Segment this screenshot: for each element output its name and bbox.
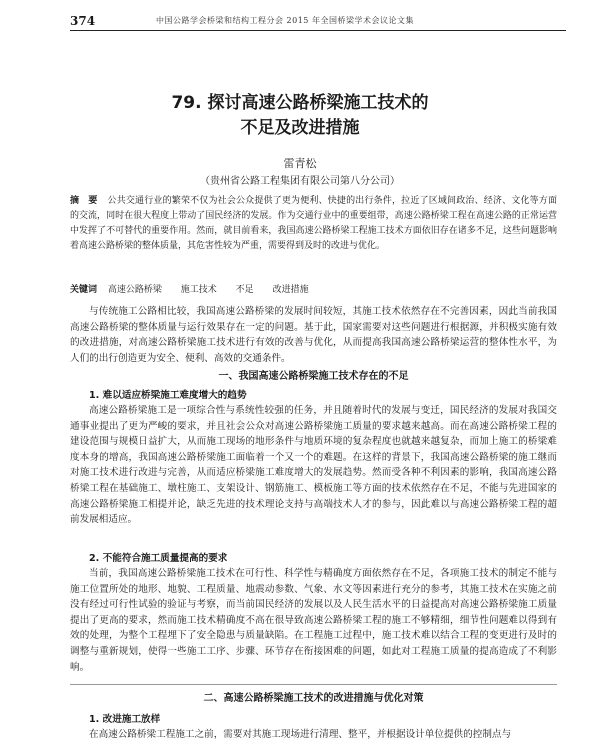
author-name: 雷青松	[283, 157, 317, 170]
keyword: 改进措施	[272, 285, 309, 295]
intro-paragraph: 与传统施工公路相比较，我国高速公路桥梁的发展时间较短，其施工技术依然存在不完善因素，因此当前我国高速公路桥梁的整体质量与运行效果存在一定的问题。基于此，国家需要对这些问题进行根据源，并积极实施有效的改进措施，对高速公路桥梁施工技术进行有效的改善与优化，从而提高我国高速公路桥梁运营的整体性水平，为人们的出行创造更为安全、便利、高效的交通条件。	[70, 306, 557, 364]
author-affiliation: （贵州省公路工程集团有限公司第八分公司）	[200, 176, 400, 187]
section1-sub2-heading: 2. 不能符合施工质量提高的要求	[89, 553, 228, 564]
page-number: 374	[70, 14, 96, 28]
section1-heading: 一、我国高速公路桥梁施工技术存在的不足	[218, 371, 409, 382]
section-divider	[70, 684, 557, 685]
abstract	[70, 194, 557, 254]
running-header	[70, 14, 566, 31]
abstract-text: 公共交通行业的繁荣不仅为社会公众提供了更为便利、快捷的出行条件，拉近了区域间政治、经济、文化等方面的交流，同时在很大程度上带动了国民经济的发展。作为交通行业中的重要组带，高速公路桥梁工程在高速公路的正常运营中发挥了不可替代的重要作用。然而，就目前看来，我国高速公路桥梁工程施工技术方面依旧存在诸多不足，这些问题影响着高速公路桥梁的整体质量，其危害性较为严重，需要得到及时的改进与优化。	[70, 196, 557, 251]
section2-sub1-paragraph: 在高速公路桥梁工程施工之前，需要对其施工现场进行清理、整平，并根据设计单位提供的控制点与	[89, 729, 512, 740]
keywords	[70, 282, 557, 295]
abstract-label: 摘 要	[70, 196, 98, 206]
section1-sub2-paragraph: 当前，我国高速公路桥梁施工技术在可行性、科学性与精确度方面依然存在不足，各项施工技术的制定不能与施工位置所处的地形、地貌、工程质量、地震动参数、气象、水文等因素进行充分的参考，其施工技术在实施之前没有经过可行性试验的验证与考察，而当前国民经济的发展以及人民生活水平的日益提高对高速公路桥梁施工质量提出了更高的要求，然而施工技术精确度不高在很导致高速公路桥梁工程的施工不够精细，细节性问题难以得到有效的处理，为整个工程埋下了安全隐患与质量缺陷。在工程施工过程中，施工技术难以结合工程的变更进行及时的调整与重新规划，使得一些施工工序、步骤、环节存在衔接困难的问题，如此对工程施工质量的提高造成了不利影响。	[70, 568, 557, 673]
article-title-line1: 79. 探讨高速公路桥梁施工技术的	[171, 93, 429, 113]
keywords-label: 关键词	[70, 285, 98, 295]
keyword: 高速公路桥梁	[107, 285, 162, 295]
section1-sub1-heading: 1. 难以适应桥梁施工难度增大的趋势	[89, 390, 247, 401]
keyword: 施工技术	[180, 285, 217, 295]
keyword: 不足	[235, 285, 254, 295]
section2-heading: 二、高速公路桥梁施工技术的改进措施与优化对策	[203, 693, 424, 704]
section1-sub1-paragraph: 高速公路桥梁施工是一项综合性与系统性较强的任务，并且随着时代的发展与变迁，国民经济的发展对我国交通事业提出了更为严峻的要求，并且社会公众对高速公路桥梁施工质量的要求越来越高。而在高速公路桥梁工程的建设范围与规模日益扩大，从而施工现场的地形条件与地质环境的复杂程度也就越来越复杂，而加上施工的桥梁难度本身的增高，我国高速公路桥梁施工面临着一个又一个的难题。在这样的背景下，我国高速公路桥梁的施工继而对施工技术进行改进与完善，从而适应桥梁施工难度增大的发展趋势。然而受各种不利因素的影响，我国高速公路桥梁工程在基础施工、墩柱施工、支架设计、钢筋施工、模板施工等方面的技术依然存在不足，不能与先进国家的高速公路桥梁施工相提并论，缺乏先进的技术理论支持与高端技术人才的参与，因此难以与高速公路桥梁工程的超前发展相适应。	[70, 405, 557, 526]
journal-title: 中国公路学会桥梁和结构工程分会 2015 年全国桥梁学术会议论文集	[156, 16, 414, 25]
article-title-line2: 不足及改进措施	[240, 118, 360, 138]
section2-sub1-heading: 1. 改进施工放样	[89, 714, 161, 725]
